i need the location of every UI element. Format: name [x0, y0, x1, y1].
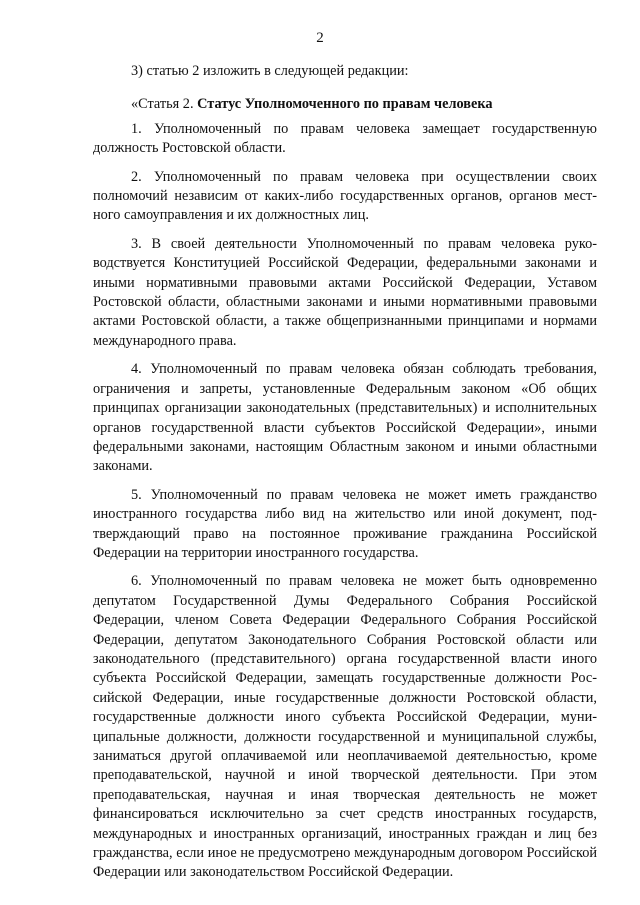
article-number: «Статья 2. — [131, 96, 194, 113]
article-title: Статус Уполномоченного по правам человека — [197, 96, 493, 113]
amendment-intro: 3) статью 2 изложить в следующей редакции: — [131, 63, 409, 79]
article-heading — [93, 95, 597, 114]
page-number: 2 — [316, 30, 324, 46]
article-paragraph-3: 3. В своей деятельности Уполномоченный по правам человека руководствуется Конституцией Российской Федерации, федеральными законами и иными нормативными правовыми актами Российской Федерации, Уставом Ростовской области, областными законами и иными нормативными правовыми актами Ростовской области, а также общепризнанными принципами и нормами международного права. — [93, 235, 597, 349]
article-paragraph-6: 6. Уполномоченный по правам человека не может быть одновременно депутатом Государственной Думы Федерального Собрания Российской Федерации, членом Совета Федерации Федерального Собрания Российской Федерации, депутатом Законодательного Собрания Ростовской области или законодательного (представительного) органа государственной власти иного субъекта Российской Федерации, замещать государственные должности Российской Федерации, иные государственные должности Ростовской области, государственные должности иного субъекта Российской Федерации, муниципальные должности, должности государственной и муниципальной службы, заниматься другой оплачиваемой или неоплачиваемой деятельностью, кроме преподавательской, научной и иной творческой деятельности. При этом преподавательская, научная и иная творческая деятельность не может финансироваться исключительно за счет средств иностранных государств, международных и иностранных организаций, иностранных граждан и лиц без гражданства, если иное не предусмотрено международным договором Российской Федерации или законодательством Российской Федерации. — [93, 573, 597, 881]
article-paragraph-4: 4. Уполномоченный по правам человека обязан соблюдать требования, ограничения и запреты, установленные Федеральным законом «Об общих принципах организации законодательных (представительных) и исполнительных органов государственной власти субъектов Российской Федерации», иными федеральными законами, настоящим Областным законом и иными областными законами. — [93, 361, 597, 475]
article-paragraph-2: 2. Уполномоченный по правам человека при осуществлении своих полномочий независим от каких-либо государственных органов, органов местного самоуправления и их должностных лиц. — [93, 168, 597, 224]
article-paragraph-5: 5. Уполномоченный по правам человека не может иметь гражданство иностранного государства либо вид на жительство или иной документ, подтверждающий право на постоянное проживание гражданина Российской Федерации на территории иностранного государства. — [93, 486, 597, 561]
article-paragraph-1: 1. Уполномоченный по правам человека замещает государственную должность Ростовской области. — [93, 120, 597, 157]
document-body — [93, 62, 597, 892]
